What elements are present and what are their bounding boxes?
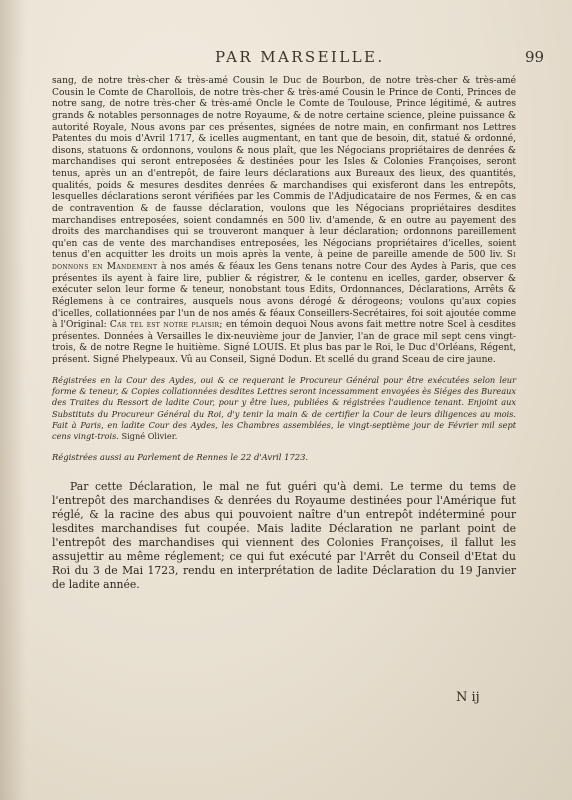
registration-rennes: Régistrées aussi au Parlement de Rennes le 22 d'Avril 1723. bbox=[52, 452, 309, 463]
commentary-paragraph: Par cette Déclaration, le mal ne fut guéri qu'à demi. Le terme du tems de l'entrepôt des marchandises & denrées du Royaume destinées pour l'Amérique fut réglé, & la racine des abus qui pouvoient naître d'un entrepôt indéterminé pour lesdites marchandises fut coupée. Mais ladite Déclaration ne parlant point de l'entrepôt des marchandises qui viennent des Colonies Françoises, il fallut les assujettir au même réglement; ce qui fut exécuté par l'Arrêt du Conseil d'Etat du Roi du 3 de Mai 1723, rendu en interprétation de ladite Déclaration du 19 Janvier de ladite année. bbox=[52, 480, 516, 592]
page-number: 99 bbox=[525, 48, 545, 66]
declaration-text bbox=[52, 76, 516, 367]
registration-text: Régistrées en la Cour des Aydes, oui & ce requerant le Procureur Général pour être exécutées selon leur forme & teneur, & Copies collationnées desdites Lettres seront incessamment envoyées ès Siéges des Bureaux des Traites du Ressort de ladite Cour, pour y être lues, publiées & régistrées l'audience tenant. Enjoint aux Substituts du Procureur Général du Roi, d'y tenir la main & de certifier la Cour de leurs diligences au mois. Fait à Paris, en ladite Cour des Aydes, les Chambres assemblées, le vingt-septième jour de Février mil sept cens vingt-trois. bbox=[52, 374, 516, 442]
declaration-text-part-a: sang, de notre très-cher & très-amé Cousin le Duc de Bourbon, de notre très-cher & très-amé Cousin le Comte de Charollois, de notre très-cher & très-amé Cousin le Prince de Conti, Princes de notre sang, de notre très-cher & très-amé Oncle le Comte de Toulouse, Prince légitimé, & autres grands & notables personnages de notre Royaume, & de notre certaine science, pleine puissance & autorité Royale, Nous avons par ces présentes, signées de notre main, en confirmant nos Lettres Patentes du mois d'Avril 1717, & icelles augmentant, en tant que de besoin, dit, statué & ordonné, disons, statuons & ordonnons, voulons & nous plaît, que les Négocians propriétaires de denrées & marchandises qui seront entreposées & destinées pour les Isles & Colonies Françoises, seront tenus, après un an d'entrepôt, de faire leurs déclarations aux Bureaux des lieux, des quantités, qualités, poids & mesures desdites denrées & marchandises qui exisferont dans les entrepôts, lesquelles déclarations seront vérifiées par les Commis de l'Adjudicataire de nos Fermes, & en cas de contravention & de fausse déclaration, voulons que les Négocians propriétaires desdites marchandises entreposées, soient condamnés en 500 liv. d'amende, & en outre au payement des droits des marchandises qui se trouveront manquer à leur déclaration; ordonnons pareillement qu'en cas de vente des marchandises entreposées, les Négocians propriétaires d'icelles, soient tenus d'en acquitter les droits un mois après la vente, à peine de pareille amende de 500 liv. bbox=[52, 76, 516, 261]
running-header bbox=[0, 48, 572, 68]
page-body bbox=[52, 76, 516, 592]
registration-signature: Signé Olivier. bbox=[121, 431, 178, 442]
car-tel-phrase: Car tel est notre plaisir; bbox=[109, 320, 223, 331]
page-edge-shadow bbox=[0, 0, 26, 800]
header-title: PAR MARSEILLE. bbox=[215, 48, 385, 66]
signature-mark: N ij bbox=[456, 690, 480, 705]
si-donnons-phrase: Si donnons en Mandement bbox=[52, 250, 516, 272]
declaration-text-part-b: à nos amés & féaux les Gens tenans notre Cour des Aydes à Paris, que ces présentes ils ayent à faire lire, publier & régistrer, & le contenu en icelles, garder, observer & exécuter selon leur forme & teneur, nonobstant tous Edits, Ordonnances, Déclarations, Arrêts & Réglemens à ce contraires, ausquels nous avons dérogé & dérogeons; voulons qu'aux copies d'icelles, collationnées par l'un de nos amés & féaux Conseillers-Secrétaires, foi soit ajoutée comme à l'Original: bbox=[52, 262, 516, 331]
registration-note bbox=[52, 375, 516, 443]
declaration-text-part-c: en témoin dequoi Nous avons fait mettre notre Scel à cesdites présentes. Données à Versailles le dix-neuvième jour de Janvier, l'an de grace mil sept cens vingt-trois, & de notre Regne le huitième. Signé LOUIS. Et plus bas par le Roi, le Duc d'Orléans, Régent, présent. Signé Phelypeaux. Vû au Conseil, Signé Dodun. Et scellé du grand Sceau de cire jaune. bbox=[52, 320, 516, 365]
